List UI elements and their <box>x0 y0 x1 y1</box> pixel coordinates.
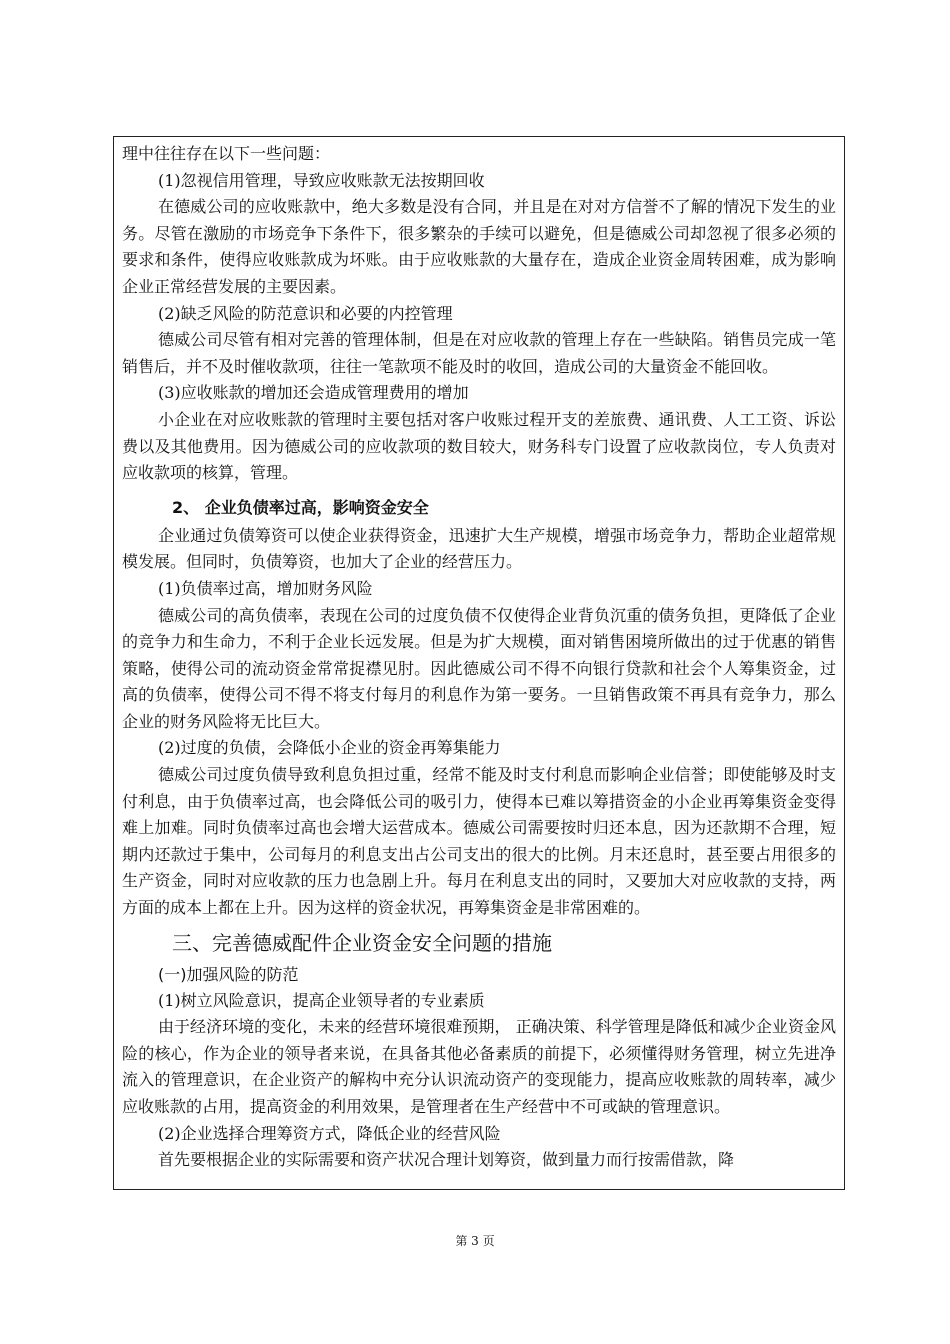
page-number: 第 3 页 <box>455 1234 495 1248</box>
paragraph-management-costs: 小企业在对应收账款的管理时主要包括对客户收账过程开支的差旅费、通讯费、人工工资、诉讼费以及其他费用。因为德威公司的应收款项的数目较大，财务科专门设置了应收款岗位，专人负责对应收款项的核算，管理。 <box>122 409 836 483</box>
paragraph-internal-control: 德威公司尽管有相对完善的管理体制，但是在对应收款的管理上存在一些缺陷。销售员完成一笔销售后，并不及时催收款项，往往一笔款项不能及时的收回，造成公司的大量资金不能回收。 <box>122 330 836 376</box>
section-heading-debt-ratio: 2、 企业负债率过高，影响资金安全 <box>172 497 429 517</box>
subheading-credit-management: (1)忽视信用管理，导致应收账款无法按期回收 <box>158 170 485 190</box>
subheading-management-costs: (3)应收账款的增加还会造成管理费用的增加 <box>158 383 469 403</box>
subheading-risk-awareness: (2)缺乏风险的防范意识和必要的内控管理 <box>158 303 453 323</box>
paragraph-high-debt: 德威公司的高负债率，表现在公司的过度负债不仅使得企业背负沉重的债务负担，更降低了企业的竞争力和生命力，不利于企业长远发展。但是为扩大规模，面对销售困境所做出的过于优惠的销售策略，使得公司的流动资金常常捉襟见肘。因此德威公司不得不向银行贷款和社会个人筹集资金，过高的负债率，使得公司不得不将支付每月的利息作为第一要务。一旦销售政策不再具有竞争力，那么企业的财务风险将无比巨大。 <box>122 605 836 731</box>
paragraph-debt-financing: 企业通过负债筹资可以使企业获得资金，迅速扩大生产规模，增强市场竞争力，帮助企业超常规模发展。但同时，负债筹资，也加大了企业的经营压力。 <box>122 525 836 572</box>
paragraph-intro: 理中往往存在以下一些问题： <box>122 144 331 163</box>
paragraph-receivables: 在德威公司的应收账款中，绝大多数是没有合同，并且是在对对方信誉不了解的情况下发生的业务。尽管在激励的市场竞争下条件下，很多繁杂的手续可以避免，但是德威公司却忽视了很多必须的要求和条件，使得应收账款成为坏账。由于应收账款的大量存在，造成企业资金周转困难，成为影响企业正常经营发展的主要因素。 <box>122 197 836 296</box>
section-heading-risk-prevention: (一)加强风险的防范 <box>158 964 299 984</box>
subheading-refinancing: (2)过度的负债，会降低小企业的资金再筹集能力 <box>158 738 501 758</box>
document-frame <box>113 136 845 1190</box>
subheading-financing-method: (2)企业选择合理筹资方式，降低企业的经营风险 <box>158 1123 501 1143</box>
subheading-risk-awareness-leaders: (1)树立风险意识，提高企业领导者的专业素质 <box>158 990 485 1010</box>
paragraph-financing-plan: 首先要根据企业的实际需要和资产状况合理计划筹资，做到量力而行按需借款，降 <box>158 1150 735 1170</box>
subheading-financial-risk: (1)负债率过高，增加财务风险 <box>158 578 373 598</box>
document-body <box>114 137 844 1174</box>
paragraph-leader-quality: 由于经济环境的变化，未来的经营环境很难预期， 正确决策、科学管理是降低和减少企业资金风险的核心，作为企业的领导者来说，在具备其他必备素质的前提下，必须懂得财务管理，树立先进净流入的管理意识，在企业资产的解构中充分认识流动资产的变现能力，提高应收账款的周转率，减少应收账款的占用，提高资金的利用效果，是管理者在生产经营中不可或缺的管理意识。 <box>122 1017 836 1116</box>
chapter-heading-measures: 三、完善德威配件企业资金安全问题的措施 <box>172 930 552 955</box>
paragraph-interest-burden: 德威公司过度负债导致利息负担过重，经常不能及时支付利息而影响企业信誉；即使能够及时支付利息，由于负债率过高，也会降低公司的吸引力，使得本已难以筹措资金的小企业再筹集资金变得难上加难。同时负债率过高也会增大运营成本。德威公司需要按时归还本息，因为还款期不合理，短期内还款过于集中，公司每月的利息支出占公司支出的很大的比例。月末还息时，甚至要占用很多的生产资金，同时对应收款的压力也急剧上升。每月在利息支出的同时，又要加大对应收款的支持，两方面的成本上都在上升。因为这样的资金状况，再筹集资金是非常困难的。 <box>122 765 836 918</box>
